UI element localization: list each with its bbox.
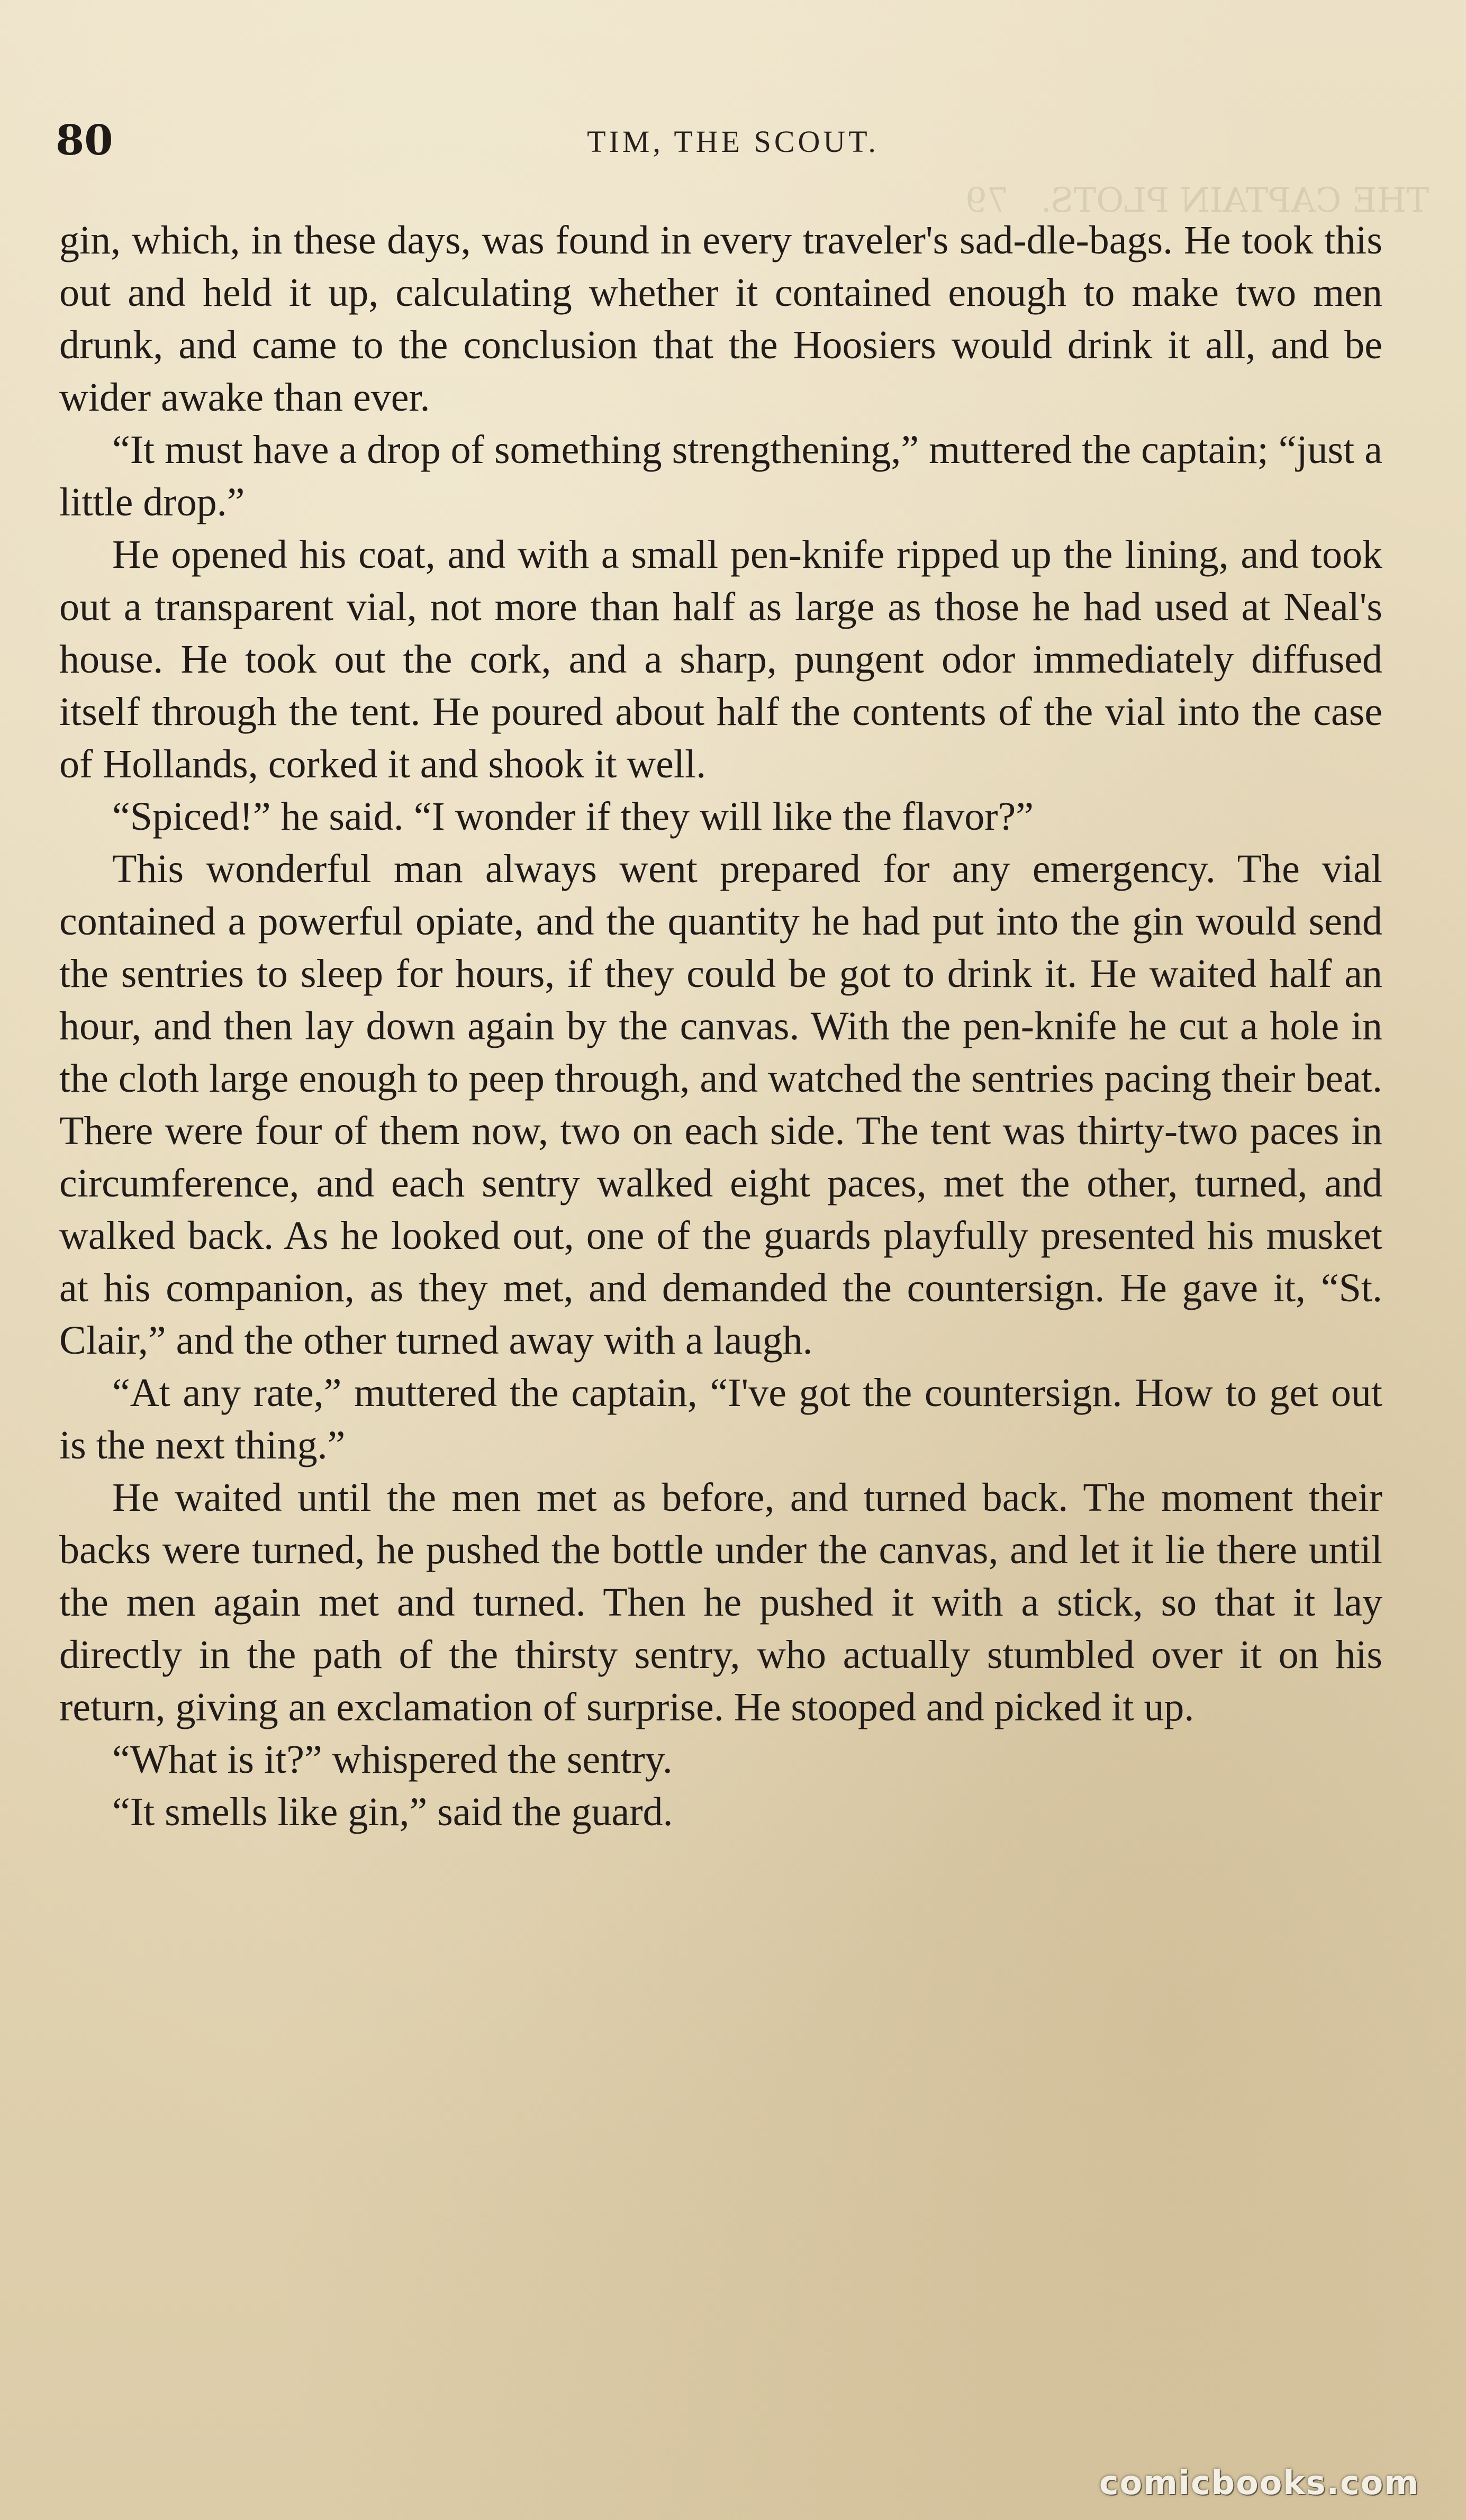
- paragraph: “It smells like gin,” said the guard.: [112, 1790, 673, 1834]
- paragraph: “It must have a drop of something strengthening,” muttered the captain; “just a little drop.”: [59, 428, 1382, 524]
- paragraph: He waited until the men met as before, and turned back. The moment their backs were turned, he pushed the bottle under the canvas, and let it lie there until the men again met and turned. Then he pushed it with a stick, so that it lay directly in the path of the thirsty sentry, who actually stumbled over it on his return, giving an exclamation of surprise. He stooped and picked it up.: [59, 1475, 1382, 1729]
- paragraph: “What is it?” whispered the sentry.: [112, 1737, 673, 1782]
- paragraph: This wonderful man always went prepared for any emergency. The vial contained a powerful opiate, and the quantity he had put into the gin would send the sentries to sleep for hours, if they could be got to drink it. He waited half an hour, and then lay down again by the canvas. With the pen-knife he cut a hole in the cloth large enough to peep through, and watched the sentries pacing their beat. There were four of them now, two on each side. The tent was thirty-two paces in circumference, and each sentry walked eight paces, met the other, turned, and walked back. As he looked out, one of the guards playfully presented his musket at his companion, as they met, and demanded the countersign. He gave it, “St. Clair,” and the other turned away with a laugh.: [59, 847, 1382, 1363]
- running-head: TIM, THE SCOUT.: [587, 124, 879, 159]
- page-number: 80: [56, 116, 113, 165]
- body-text: [59, 214, 1382, 1838]
- show-through-text: THE CAPTAIN PLOTS. 79: [965, 181, 1429, 220]
- page-header: [0, 116, 1466, 169]
- paragraph-continuation: gin, which, in these days, was found in every traveler's sad-dle-bags. He took this out and held it up, calculating whether it contained enough to make two men drunk, and came to the conclusion that the Hoosiers would drink it all, and be wider awake than ever.: [59, 218, 1382, 420]
- site-watermark: comicbooks.com: [1099, 2463, 1419, 2502]
- paragraph: “At any rate,” muttered the captain, “I've got the countersign. How to get out is the next thing.”: [59, 1371, 1382, 1467]
- paragraph: He opened his coat, and with a small pen-knife ripped up the lining, and took out a transparent vial, not more than half as large as those he had used at Neal's house. He took out the cork, and a sharp, pungent odor immediately diffused itself through the tent. He poured about half the contents of the vial into the case of Hollands, corked it and shook it well.: [59, 532, 1382, 786]
- paragraph: “Spiced!” he said. “I wonder if they will like the flavor?”: [112, 794, 1034, 839]
